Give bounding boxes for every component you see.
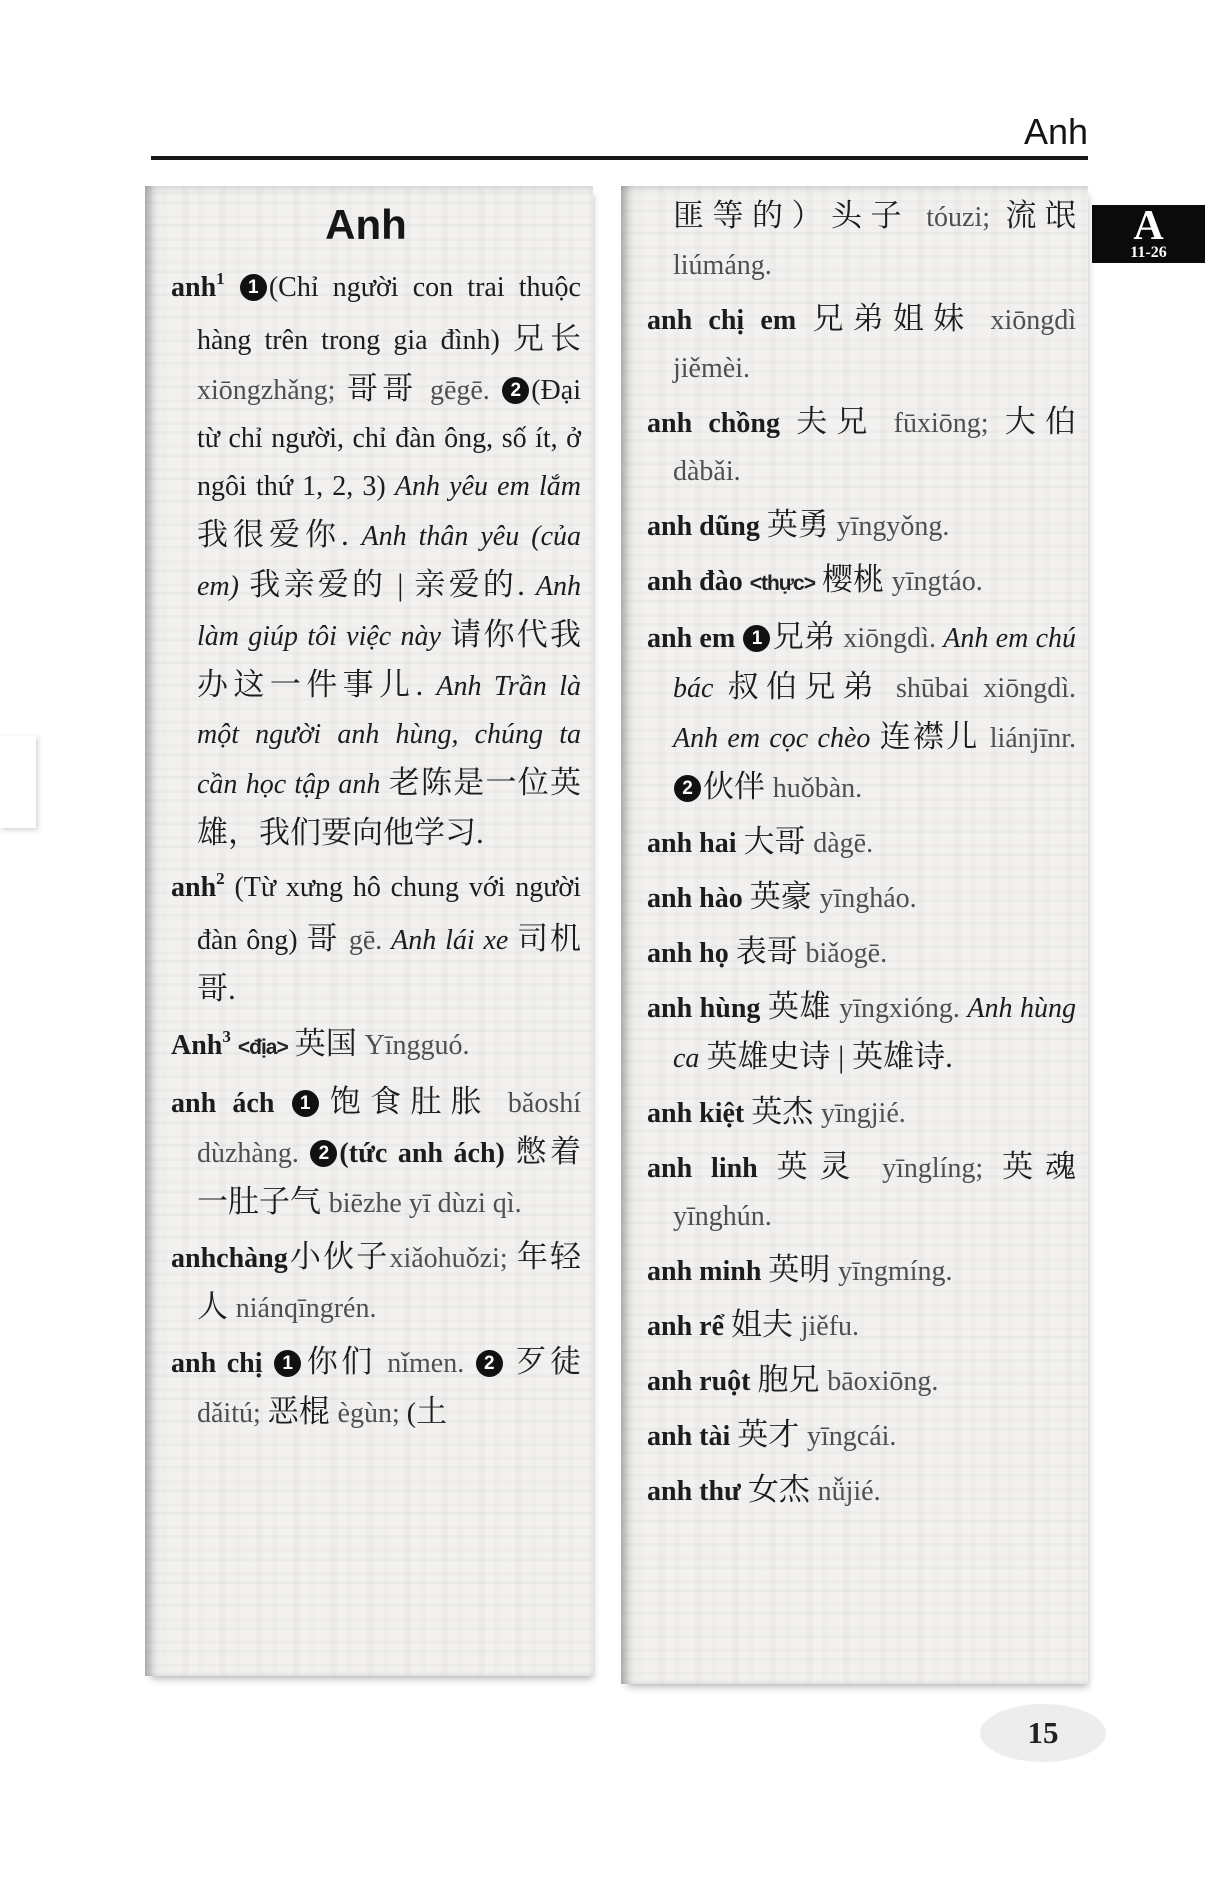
text-run-zh: 樱桃 bbox=[821, 562, 892, 597]
text-run-head: anh chị bbox=[171, 1348, 274, 1379]
tab-letter: A bbox=[1133, 203, 1164, 249]
text-run-py: yīngcái. bbox=[807, 1421, 897, 1452]
text-run-py: tóuzi; bbox=[926, 202, 1006, 233]
text-run-sup: 1 bbox=[216, 269, 225, 288]
thumb-index-tab bbox=[1092, 205, 1205, 263]
text-run-py: liúmáng. bbox=[673, 250, 772, 281]
text-run-head: anh linh bbox=[647, 1153, 777, 1184]
sense-number-marker: 1 bbox=[292, 1090, 319, 1117]
text-run-zh: 伙伴 bbox=[703, 769, 773, 804]
text-run-bold: (tức anh ách) bbox=[339, 1138, 516, 1169]
edge-notch bbox=[0, 736, 36, 828]
text-run-zh: 匪等的）头子 bbox=[673, 198, 927, 233]
text-run-ex: Anh em chú bác bbox=[673, 623, 1077, 704]
text-run-vi: (Chỉ người con trai thuộc hàng trên trong gia đình) bbox=[197, 272, 581, 356]
text-run-py: liánjīnr. bbox=[989, 723, 1077, 754]
dict-entry bbox=[171, 1233, 581, 1333]
page-number-value: 15 bbox=[1027, 1715, 1059, 1750]
dict-entry bbox=[647, 398, 1076, 496]
sense-number-marker: 2 bbox=[310, 1140, 337, 1167]
text-run-ex: Anh lái xe bbox=[391, 925, 518, 956]
text-run-py: huǒbàn. bbox=[772, 773, 863, 804]
right-column bbox=[621, 186, 1088, 1684]
text-run-py: dàbǎi. bbox=[673, 456, 741, 487]
text-run-py: xiōngdì. bbox=[843, 623, 944, 654]
text-run-py: ègùn; bbox=[337, 1398, 407, 1429]
text-run-zh: 英勇 bbox=[766, 507, 837, 542]
text-run-head: anh tài bbox=[647, 1421, 738, 1452]
dict-entry bbox=[647, 1088, 1076, 1138]
text-run-zh: 胞兄 bbox=[757, 1362, 828, 1397]
text-run-zh: 大哥 bbox=[743, 824, 814, 859]
sense-number-marker: 2 bbox=[502, 377, 529, 404]
header-rule bbox=[151, 156, 1088, 160]
text-run-py: xiōngdì jiěmèi. bbox=[673, 305, 1076, 384]
text-run-zh: 英灵 bbox=[776, 1149, 883, 1184]
text-run-py: yīngmíng. bbox=[838, 1256, 953, 1287]
text-run-zh: 饱食肚胀 bbox=[320, 1084, 508, 1119]
text-run-zh: 请你代我办这一件事儿. bbox=[197, 617, 582, 702]
dict-entry bbox=[171, 864, 581, 1015]
dict-entry bbox=[647, 295, 1076, 393]
dict-entry bbox=[647, 1301, 1076, 1351]
dict-entry bbox=[647, 983, 1076, 1083]
text-run-head: anh bbox=[171, 272, 217, 303]
text-run-zh: 夫兄 bbox=[796, 404, 894, 439]
dict-entry bbox=[647, 1356, 1076, 1406]
dict-entry bbox=[647, 613, 1076, 813]
text-run-py: nǚjié. bbox=[817, 1476, 881, 1507]
text-run-zh: 英杰 bbox=[751, 1094, 821, 1129]
text-run-zh: 英豪 bbox=[749, 879, 820, 914]
text-run-py: gē. bbox=[348, 925, 392, 956]
text-run-vi bbox=[225, 272, 239, 303]
text-run-zh: 英雄史诗 | 英雄诗. bbox=[706, 1039, 953, 1074]
text-run-zh: 流氓 bbox=[1005, 198, 1077, 233]
text-run-vi: ( bbox=[406, 1398, 417, 1429]
text-run-head: anh kiệt bbox=[647, 1098, 752, 1129]
text-run-py: jiěfu. bbox=[800, 1311, 860, 1342]
text-run-head: anh họ bbox=[647, 938, 736, 969]
text-run-py: biēzhe yī dùzi qì. bbox=[328, 1188, 522, 1219]
text-run-head: anh ách bbox=[171, 1088, 291, 1119]
text-run-zh: 我很爱你. bbox=[197, 517, 362, 552]
text-run-zh: 恶棍 bbox=[267, 1394, 338, 1429]
text-run-zh: 表哥 bbox=[735, 934, 806, 969]
text-run-ex: Anh làm giúp tôi việc này bbox=[197, 571, 581, 652]
text-run-head: anh hào bbox=[647, 883, 750, 914]
text-run-zh: 连襟儿 bbox=[879, 719, 990, 754]
text-run-py: bǎoshí dùzhàng. bbox=[197, 1088, 581, 1169]
text-run-zh: 大伯 bbox=[1004, 404, 1076, 439]
text-run-py: yīnghún. bbox=[673, 1201, 772, 1232]
text-run-head: anh hùng bbox=[647, 993, 768, 1024]
text-run-zh: 英明 bbox=[768, 1252, 839, 1287]
dict-entry bbox=[647, 192, 1076, 290]
text-run-head: Anh bbox=[171, 1030, 223, 1061]
text-run-zh: 年轻人 bbox=[197, 1239, 581, 1324]
text-run-head: anh chị em bbox=[647, 305, 813, 336]
right-entries bbox=[647, 192, 1076, 1516]
text-run-tag: <thực> bbox=[749, 572, 815, 595]
text-run-sup: 3 bbox=[222, 1027, 231, 1046]
text-run-zh: 老陈是一位英雄，我们要向他学习. bbox=[197, 765, 581, 850]
text-run-zh: 兄长 bbox=[512, 321, 582, 356]
text-run-sup: 2 bbox=[216, 869, 225, 888]
dict-entry bbox=[647, 501, 1076, 551]
text-run-py: yīngxióng. bbox=[839, 993, 968, 1024]
text-run-head: anh ruột bbox=[647, 1366, 758, 1397]
section-title: Anh bbox=[325, 201, 407, 248]
text-run-head: anh đào bbox=[647, 566, 750, 597]
text-run-zh: 兄弟 bbox=[772, 619, 844, 654]
left-column bbox=[145, 186, 593, 1676]
text-run-ex: Anh em cọc chèo bbox=[673, 723, 880, 754]
text-run-head: anhchàng bbox=[171, 1243, 288, 1274]
text-run-py: yīngháo. bbox=[819, 883, 917, 914]
text-run-zh: 英国 bbox=[294, 1026, 365, 1061]
text-run-py: xiǎohuǒzi; bbox=[389, 1243, 517, 1274]
text-run-py: bāoxiōng. bbox=[827, 1366, 939, 1397]
dict-entry bbox=[647, 1143, 1076, 1241]
sense-number-marker: 1 bbox=[240, 274, 267, 301]
text-run-ex: Anh yêu em lắm bbox=[394, 471, 581, 502]
dict-entry bbox=[171, 1338, 581, 1438]
text-run-head: anh dũng bbox=[647, 511, 767, 542]
text-run-vi: (Từ xưng hô chung với người đàn ông) bbox=[197, 872, 581, 956]
text-run-head: anh rể bbox=[647, 1311, 731, 1342]
sense-number-marker: 1 bbox=[743, 625, 770, 652]
dict-entry bbox=[647, 873, 1076, 923]
dict-entry bbox=[171, 1078, 581, 1228]
text-run-py: nǐmen. bbox=[387, 1348, 475, 1379]
text-run-zh: 我亲爱的 | 亲爱的. bbox=[249, 567, 536, 602]
text-run-py: yīngyǒng. bbox=[836, 511, 950, 542]
text-run-head: anh chồng bbox=[647, 408, 797, 439]
text-run-zh: 歹徒 bbox=[515, 1344, 581, 1379]
text-run-head: anh em bbox=[647, 623, 743, 654]
dict-entry bbox=[647, 818, 1076, 868]
text-run-zh: 你们 bbox=[303, 1344, 388, 1379]
text-run-vi bbox=[505, 1348, 516, 1379]
text-run-ex: Anh hùng ca bbox=[673, 993, 1076, 1074]
page-number bbox=[980, 1704, 1106, 1762]
text-run-zh: 哥 bbox=[306, 921, 349, 956]
text-run-vi bbox=[231, 1030, 238, 1061]
text-run-zh: 英魂 bbox=[1002, 1149, 1076, 1184]
text-run-ex: Anh thân yêu (của em) bbox=[197, 521, 581, 602]
text-run-zh: 叔伯兄弟 bbox=[727, 669, 897, 704]
sense-number-marker: 2 bbox=[674, 775, 701, 802]
text-run-py: dǎitú; bbox=[197, 1398, 268, 1429]
text-run-zh: 英才 bbox=[737, 1417, 807, 1452]
text-run-py: yīngjié. bbox=[821, 1098, 906, 1129]
text-run-head: anh hai bbox=[647, 828, 744, 859]
sense-number-marker: 2 bbox=[476, 1350, 503, 1377]
dict-entry bbox=[647, 1466, 1076, 1516]
running-head: Anh bbox=[1023, 111, 1088, 152]
text-run-py: gēgē. bbox=[429, 375, 502, 406]
text-run-py: Yīngguó. bbox=[364, 1030, 470, 1061]
text-run-ex: Anh Trần là một người anh hùng, chúng ta cần học tập anh bbox=[197, 671, 582, 800]
text-run-py: dàgē. bbox=[813, 828, 874, 859]
text-run-vi bbox=[815, 566, 822, 597]
left-entries bbox=[171, 264, 581, 1438]
sense-number-marker: 1 bbox=[274, 1350, 301, 1377]
dict-entry bbox=[171, 264, 581, 859]
dict-entry bbox=[647, 556, 1076, 608]
text-run-head: anh minh bbox=[647, 1256, 769, 1287]
text-run-zh: 小伙子 bbox=[287, 1239, 390, 1274]
text-run-py: yīnglíng; bbox=[882, 1153, 1003, 1184]
tab-page-range: 11-26 bbox=[1130, 244, 1167, 261]
text-run-head: anh thư bbox=[647, 1476, 748, 1507]
text-run-zh: 憋着一肚子气 bbox=[197, 1134, 582, 1219]
text-run-zh: 英雄 bbox=[767, 989, 840, 1024]
text-run-vi: (Đại từ chỉ người, chỉ đàn ông, số ít, ở ngôi thứ 1, 2, 3) bbox=[197, 375, 581, 502]
text-run-py: biǎogē. bbox=[805, 938, 888, 969]
text-run-py: xiōngzhǎng; bbox=[197, 375, 347, 406]
text-run-zh: 司机哥. bbox=[197, 921, 581, 1006]
text-run-zh: 兄弟姐妹 bbox=[812, 301, 991, 336]
dict-entry bbox=[647, 928, 1076, 978]
text-run-py: yīngtáo. bbox=[891, 566, 983, 597]
text-run-py: niánqīngrén. bbox=[235, 1293, 377, 1324]
dict-entry bbox=[647, 1411, 1076, 1461]
text-run-zh: 哥哥 bbox=[346, 371, 430, 406]
text-run-zh: 姐夫 bbox=[731, 1307, 801, 1342]
text-run-tag: <địa> bbox=[237, 1036, 288, 1059]
text-run-vi bbox=[288, 1030, 295, 1061]
text-run-zh: 女杰 bbox=[747, 1472, 818, 1507]
text-run-zh: 土 bbox=[416, 1394, 448, 1429]
dict-entry bbox=[647, 1246, 1076, 1296]
text-run-head: anh bbox=[171, 872, 217, 903]
text-run-py: shūbai xiōngdì. bbox=[896, 673, 1076, 704]
dict-entry bbox=[171, 1020, 581, 1073]
text-run-py: fūxiōng; bbox=[893, 408, 1005, 439]
